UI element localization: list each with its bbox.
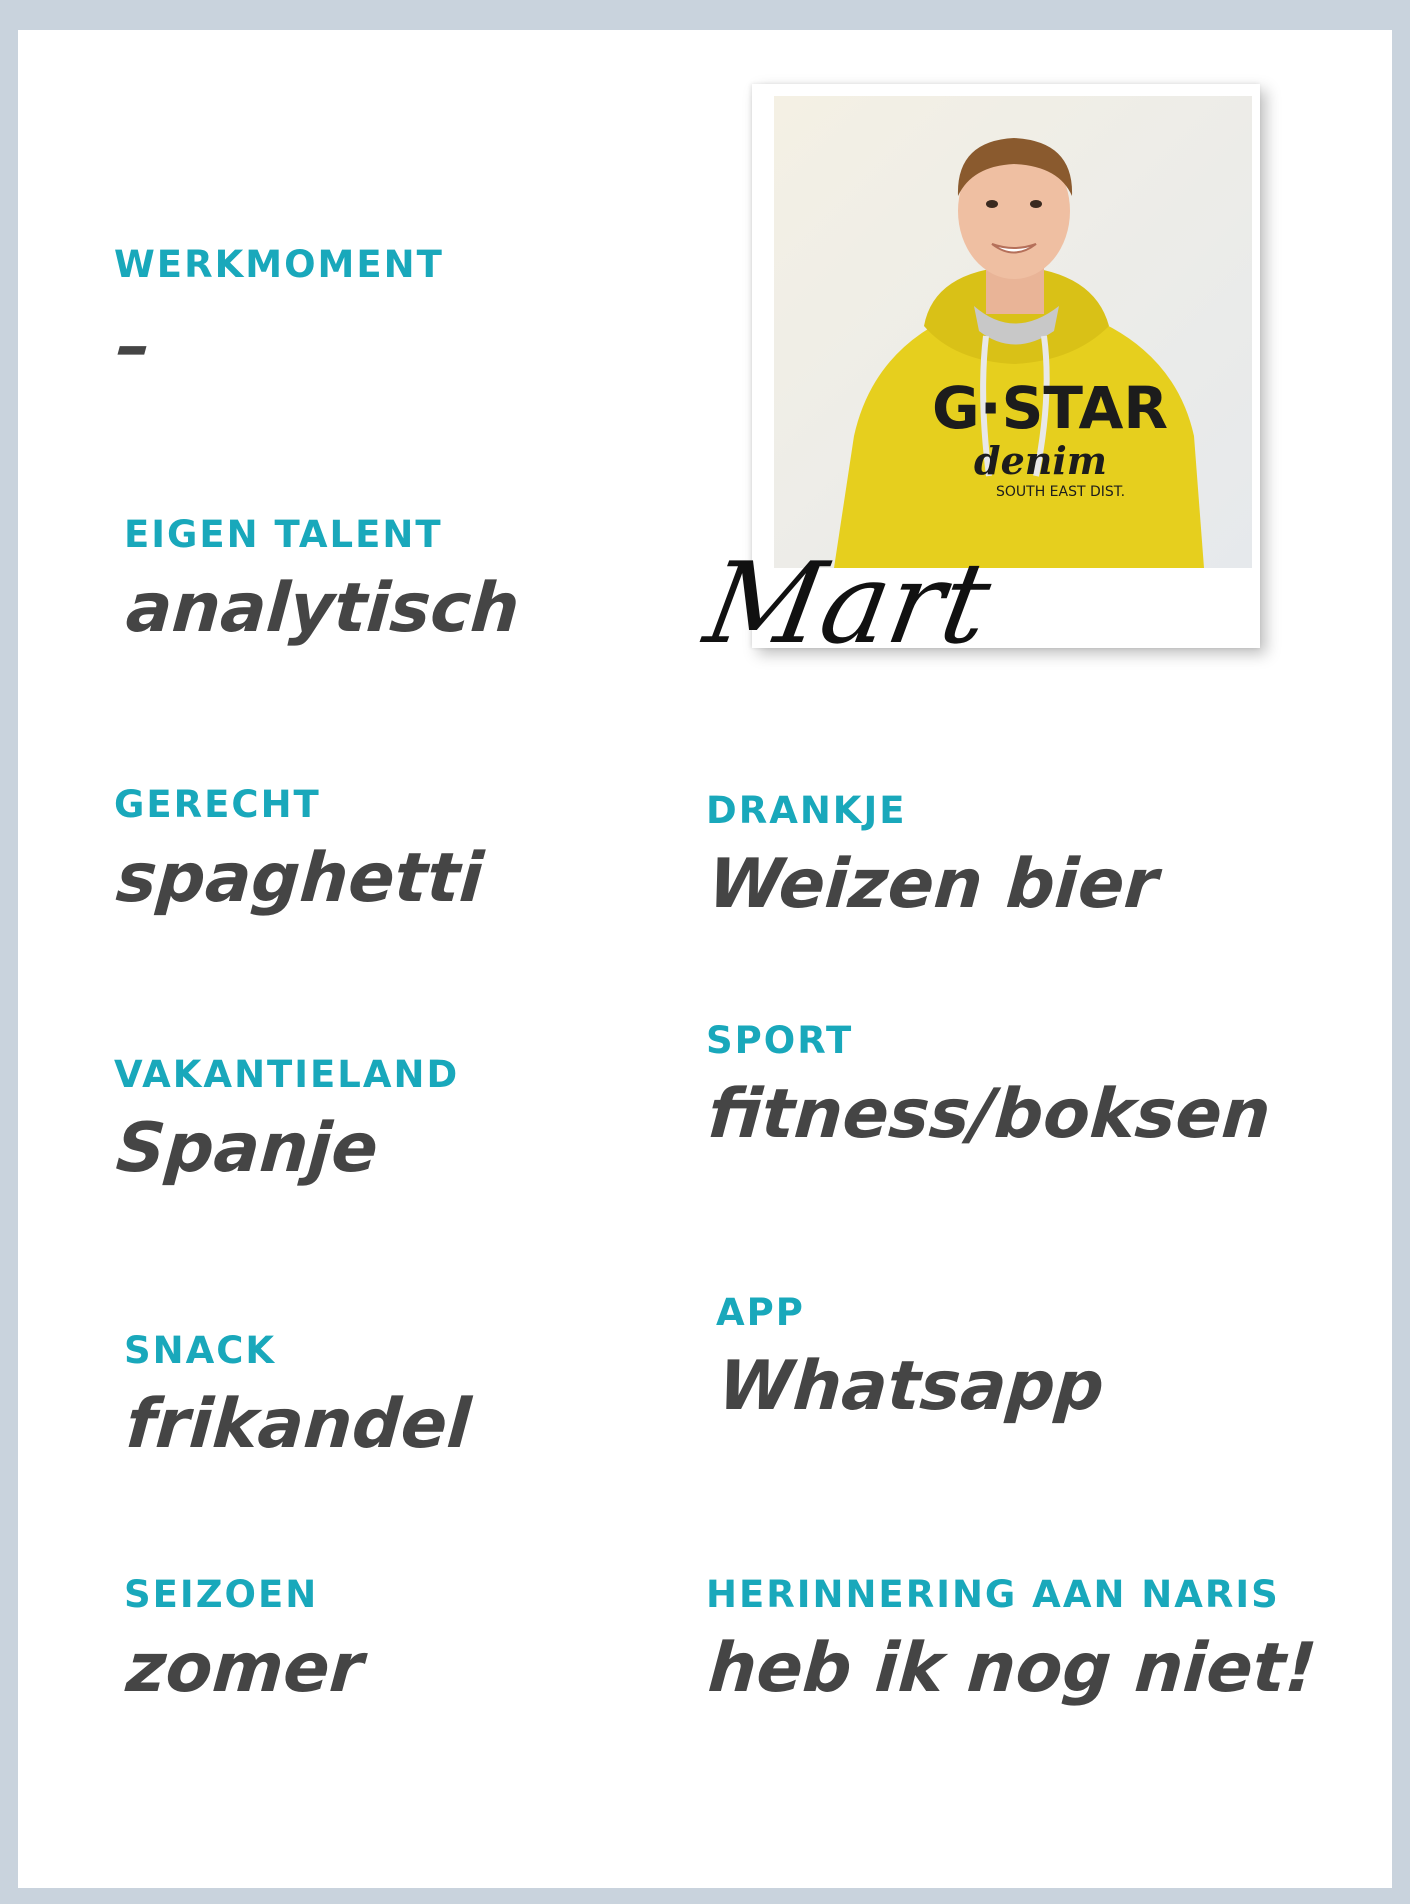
profile-photo: [774, 96, 1252, 568]
field-label: SEIZOEN: [124, 1573, 319, 1616]
svg-text:denim: denim: [974, 438, 1108, 483]
name-signature: Mart: [696, 539, 1000, 669]
field-label: APP: [716, 1291, 805, 1334]
field-value: Spanje: [113, 1109, 381, 1188]
field-eigen-talent: [123, 513, 523, 648]
field-value: analytisch: [123, 569, 523, 648]
field-werkmoment: [113, 243, 444, 386]
field-value: Weizen bier: [705, 845, 1161, 924]
field-app: [715, 1291, 1107, 1426]
portrait-illustration: [774, 96, 1252, 568]
field-label: WERKMOMENT: [114, 243, 444, 286]
field-gerecht: [113, 783, 486, 918]
field-sport: [705, 1019, 1274, 1154]
field-value: Whatsapp: [715, 1347, 1107, 1426]
field-value: fitness/boksen: [705, 1075, 1274, 1154]
field-label: SNACK: [124, 1329, 277, 1372]
field-label: GERECHT: [114, 783, 321, 826]
field-value: frikandel: [123, 1385, 474, 1464]
field-value: zomer: [123, 1629, 366, 1708]
field-label: VAKANTIELAND: [114, 1053, 460, 1096]
field-herinnering: [705, 1573, 1320, 1708]
field-label: SPORT: [706, 1019, 854, 1062]
svg-text:SOUTH EAST DIST.: SOUTH EAST DIST.: [996, 484, 1126, 500]
field-seizoen: [123, 1573, 366, 1708]
field-drankje: [705, 789, 1161, 924]
field-vakantieland: [113, 1053, 460, 1188]
field-value: spaghetti: [113, 839, 486, 918]
field-value: –: [113, 307, 154, 386]
svg-text:G·STAR: G·STAR: [932, 374, 1169, 442]
field-label: DRANKJE: [706, 789, 907, 832]
field-label: EIGEN TALENT: [124, 513, 443, 556]
field-label: HERINNERING AAN NARIS: [706, 1573, 1280, 1616]
field-value: heb ik nog niet!: [705, 1629, 1320, 1708]
field-snack: [123, 1329, 474, 1464]
